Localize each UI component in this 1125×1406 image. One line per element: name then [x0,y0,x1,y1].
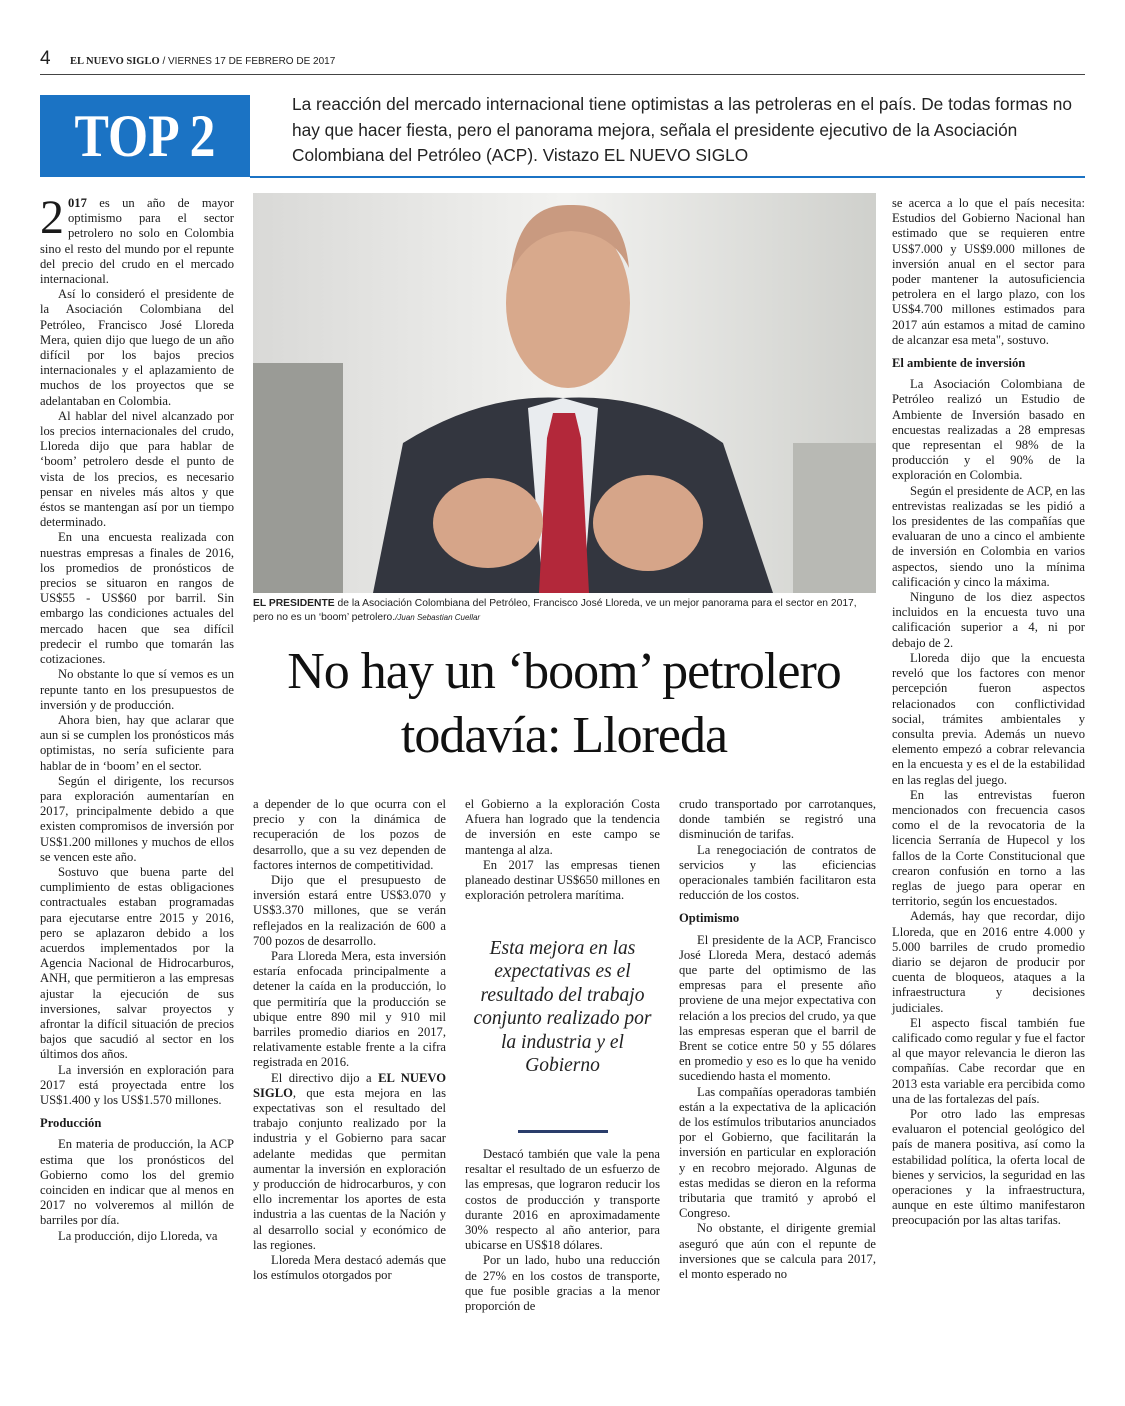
paragraph: La producción, dijo Lloreda, va [58,1228,218,1243]
pull-quote: Esta mejora en las expectativas es el resultado del trabajo conjunto realizado por la industria y el Gobierno [473,938,652,1077]
photo-caption [253,597,876,624]
paragraph: Según el presidente de ACP, en las entrevistas realizadas se les pidió a los presidentes de las compañías que evaluaran de uno a cinco el ambiente de inversión en Colombia en varios aspectos, siendo uno la mínima calificación y cinco la máxima. [892,483,1085,589]
paragraph: En 2017 las empresas tienen planeado destinar US$650 millones en exploración petrolera marítima. [465,857,660,903]
caption-text: de la Asociación Colombiana del Petróleo, Francisco José Lloreda, ve un mejor panorama para el sector en 2017, pero no es un ‘boom’ petrolero. [253,598,857,623]
deck-rule [250,176,1085,178]
publication-mention: EL NUEVO SIGLO [253,1070,446,1100]
headline: No hay un ‘boom’ petrolero todavía: Lloreda [287,643,841,764]
paragraph: crudo transportado por carrotanques, donde también se registró una disminución de tarifas. [679,797,876,842]
paragraph: La inversión en exploración para 2017 está proyectada entre los US$1.400 y los US$1.570 millones. [40,1062,234,1107]
article-column-5 [892,196,1085,1229]
pull-quote-rule [518,1130,608,1133]
paragraph: se acerca a lo que el país necesita: Estudios del Gobierno Nacional han estimado que se requieren entre US$7.000 y US$9.000 millones de inversión anual en el sector para poder mantener la autosuficiencia petrolera en el largo plazo, con los US$4.700 millones estimados para 2017 aún estamos a mitad de camino de alcanzar esa meta", sostuvo. [892,196,1085,347]
paragraph: La renegociación de contratos de servicios y las eficiencias operacionales también facilitaron esta reducción de los costos. [679,842,876,903]
page-number: 4 [40,48,51,69]
article-column-2 [253,797,446,1284]
paragraph: Las compañías operadoras también están a la expectativa de la aplicación de los estímulos tributarios anunciados por el Gobierno, que facilitarán la inversión en particular en exploración y en recobro mejorado. Algunas de estas medidas se dieron en la reforma tributaria que tramitó y aprobó el Congreso. [679,1084,876,1221]
paragraph: La Asociación Colombiana de Petróleo realizó un Estudio de Ambiente de Inversión basado en encuestas realizadas a 28 empresas que representan el 98% de la producción y el 90% de la exploración en Colombia. [892,377,1085,483]
paragraph: Lloreda Mera destacó además que los estímulos otorgados por [253,1253,446,1283]
paragraph: El presidente de la ACP, Francisco José Lloreda Mera, destacó además que parte del optimismo de las empresas para el presente año proviene de una mejor expectativa con relación a los precios del crudo, ya que las empresas esperan que el barril de Brent se cotice entre 50 y 55 dólares en promedio y eso es lo que ha venido sucediendo hasta el momento. [679,932,876,1084]
article-column-3-bottom [465,1147,660,1314]
section-badge-label: TOP 2 [74,103,216,169]
paragraph: No obstante lo que sí vemos es un repunte tanto en los presupuestos de inversión y de producción. [40,667,234,712]
lead-in: 017 [68,196,87,210]
paragraph: Sostuvo que buena parte del cumplimiento de estas obligaciones contractuales estaban programadas para ejecutarse entre 2015 y 2016, pero se aplazaron debido a los acuerdos implementados por la Agencia Nacional de Hidrocarburos, ANH, que permitieron a las empresas ajustar la ejecución de sus inversiones, salvar proyectos y afrontar la difícil situación de precios bajos que sacudió al sector en los últimos dos años. [40,864,234,1062]
paragraph [40,191,234,287]
header-rule [40,74,1085,75]
paragraph: a depender de lo que ocurra con el precio y con la dinámica de recuperación de los pozos de desarrollo, que a su vez dependen de factores internos de competitividad. [253,797,446,872]
portrait-illustration [253,193,876,593]
paragraph [253,1071,446,1253]
article-column-4 [679,797,876,1282]
paragraph: Por un lado, hubo una reducción de 27% en los costos de transporte, que fue posible gracias a la menor proporción de [465,1253,660,1314]
paragraph: En las entrevistas fueron mencionados con frecuencia casos como el de la revocatoria de la licencia Serranía de Hupecol y los fallos de la Corte Constitucional que crearon confusión en torno a las reglas de juego para operar en territorio, según los encuestados. [892,787,1085,909]
caption-lead: EL PRESIDENTE [253,598,335,609]
paragraph: El aspecto fiscal también fue calificado como regular y fue el factor al que mayor relevancia le dieron las compañías. Cabe recordar que en 2013 esta variable era percibida como una de las fortalezas del país. [892,1015,1086,1106]
article-deck: La reacción del mercado internacional tiene optimistas a las petroleras en el país. De todas formas no hay que hacer fiesta, pero el panorama mejora, señala el presidente ejecutivo de la Asociación Colombiana del Petróleo (ACP). Vistazo EL NUEVO SIGLO [292,94,1073,165]
paragraph: Lloreda dijo que la encuesta reveló que los factores con menor percepción fueron aspectos relacionados con conflictividad social, trámites ambientales y consulta previa. Además un nuevo elemento empezó a cobrar relevancia en la encuesta y es el de la estabilidad en las reglas del juego. [892,650,1085,787]
paragraph-text: , que esta mejora en las expectativas son el resultado del trabajo conjunto realizado por la industria y el Gobierno para sacar adelante medidas que permitan aumentar la inversión en exploración y producción de hidrocarburos, y con ello incrementar los aportes de esta industria a las cuentas de la Nación y al desarrollo social y económico de las regiones. [253,1085,446,1252]
paragraph: Ahora bien, hay que aclarar que aun si se cumplen los pronósticos más optimistas, no sería suficiente para hablar de in ‘boom’ en el sector. [40,712,234,773]
paragraph: Ninguno de los diez aspectos incluidos en la encuesta tuvo una calificación superior a 4, ni por debajo de 2. [892,590,1085,650]
article-photo [253,193,876,593]
running-head [70,56,335,67]
article-column-3 [465,797,660,903]
subheading: Optimismo [679,911,740,926]
paragraph: Para Lloreda Mera, esta inversión estaría enfocada principalmente a detener la caída en la producción, lo que permitiría que la producción se ubique entre 890 mil y 910 mil barriles promedio diarios en 2017, relativamente estable frente a la cifra registrada en 2016. [253,949,446,1070]
paragraph: Al hablar del nivel alcanzado por los precios internacionales del crudo, Lloreda dijo que para hablar de ‘boom’ petrolero desde el punto de vista de los precios, es necesario pensar en niveles más altos y que éstos se mantengan así por un tiempo determinado. [40,408,234,530]
paragraph: Dijo que el presupuesto de inversión estará entre US$3.070 y US$3.370 millones, que se verán reflejados en la realización de 600 a 700 pozos de desarrollo. [253,873,446,948]
paragraph-text: El directivo dijo a [271,1070,379,1085]
section-badge [40,95,250,177]
issue-date: / VIERNES 17 DE FEBRERO DE 2017 [162,56,336,67]
publication-name: EL NUEVO SIGLO [70,56,160,67]
paragraph: No obstante, el dirigente gremial aseguró que aún con el repunte de inversiones que se calcula para 2017, el monto esperado no [679,1221,876,1282]
paragraph: En una encuesta realizada con nuestras empresas a finales de 2016, los promedios de pronósticos de precios se situaron en rangos de US$55 - US$60 por barril. Sin embargo las condiciones actuales del mercado hacen que sea difícil predecir el rumbo que tomarán las cotizaciones. [40,530,234,667]
paragraph: Además, hay que recordar, dijo Lloreda, que en 2016 entre 4.000 y 5.000 barriles de crudo promedio diario se dejaron de producir por cuenta de bloqueos, ataques a la infraestructura y decisiones judiciales. [892,909,1085,1015]
paragraph: Según el dirigente, los recursos para exploración aumentarían en 2017, principalmente debido a que existen compromisos de inversión por US$1.200 millones y muchos de ellos se vencen este año. [40,773,234,864]
paragraph: Destacó también que vale la pena resaltar el resultado de un esfuerzo de las empresas, que lograron reducir los costos de producción y transporte durante 2016 en aproximadamente 30% respecto al año anterior, para ubicarse en US$18 dólares. [465,1147,660,1253]
subheading: Producción [40,1116,102,1131]
paragraph: En materia de producción, la ACP estima que los pronósticos del Gobierno como los del gremio coinciden en indicar que al menos en 2017 no volveremos al millón de barriles por día. [40,1137,234,1228]
paragraph: Por otro lado las empresas evaluaron el potencial geológico del país de manera positiva, así como la estabilidad política, la oferta local de bienes y servicios, la seguridad en las operaciones y la infraestructura, aunque en este último manifestaron preocupación por las altas tarifas. [892,1106,1085,1228]
article-column-1 [40,191,234,1244]
paragraph: el Gobierno a la exploración Costa Afuera han logrado que la tendencia de inversión en este campo se mantenga al alza. [465,797,660,857]
subheading: El ambiente de inversión [892,356,1026,371]
drop-cap: 2 [40,191,64,244]
paragraph-text: es un año de mayor optimismo para el sector petrolero no solo en Colombia sino el resto del mundo por el repunte del precio del crudo en el mercado internacional. [40,196,234,287]
paragraph: Así lo consideró el presidente de la Asociación Colombiana del Petróleo, Francisco José Lloreda Mera, quien dijo que luego de un año difícil por los bajos precios internacionales y el aplazamiento de muchos de los proyectos que se adelantaban en Colombia. [40,287,234,408]
photo-credit: /Juan Sebastian Cuellar [395,612,481,622]
